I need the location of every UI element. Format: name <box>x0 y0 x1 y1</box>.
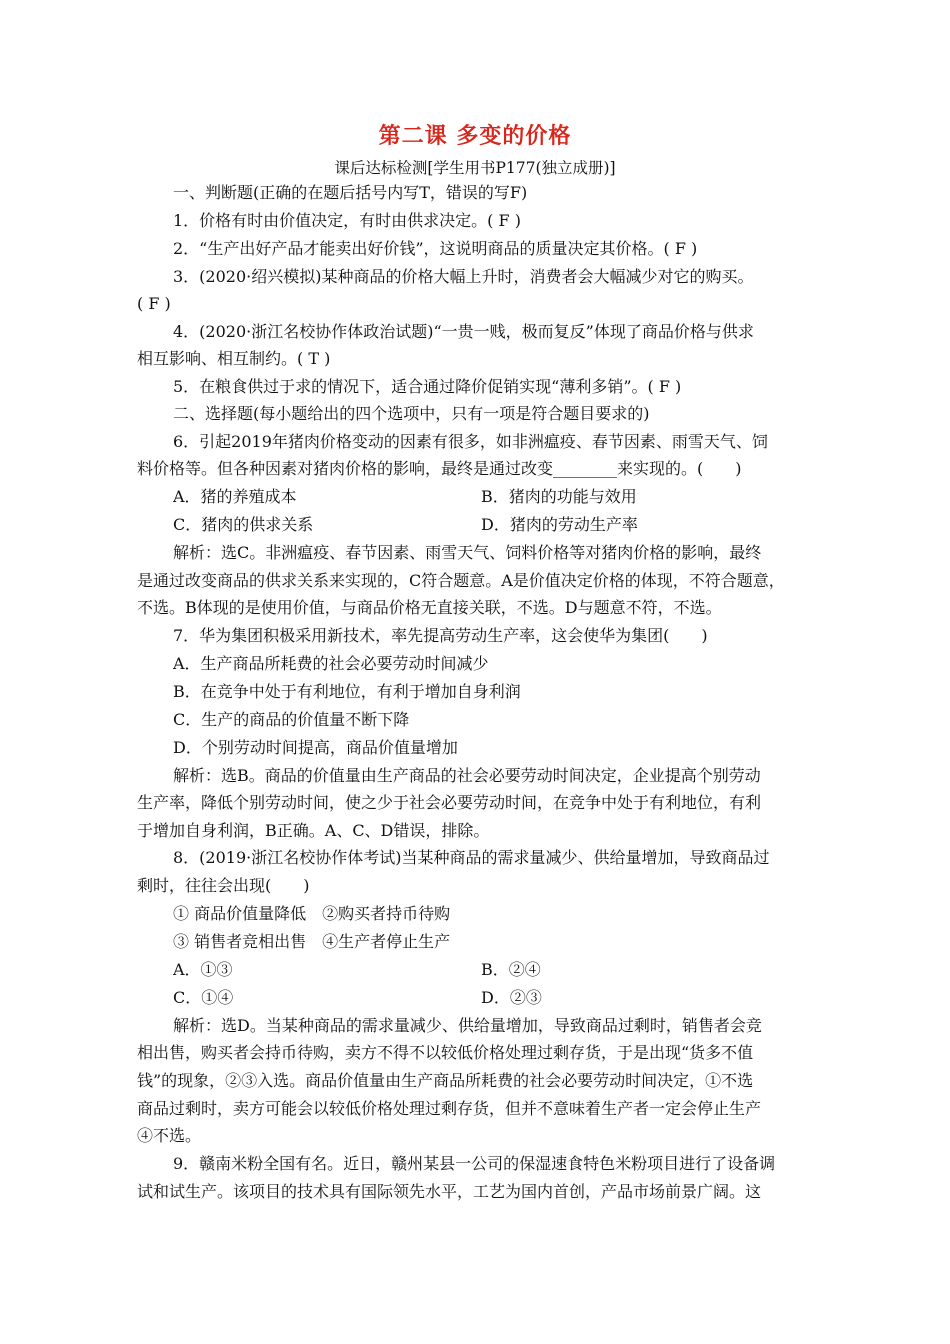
question-line: 9．赣南米粉全国有名。近日，赣州某县一公司的保湿速食特色米粉项目进行了设备调 <box>173 1154 776 1173</box>
analysis-line: 解析：选C。非洲瘟疫、春节因素、雨雪天气、饲料价格等对猪肉价格的影响，最终 <box>173 543 762 562</box>
analysis-line: 解析：选B。商品的价值量由生产商品的社会必要劳动时间决定，企业提高个别劳动 <box>173 766 761 785</box>
analysis-line: 不选。B体现的是使用价值，与商品价格无直接关联，不选。D与题意不符，不选。 <box>137 598 722 617</box>
option-c: C．猪肉的供求关系 <box>173 515 314 534</box>
question-line: ( F ) <box>137 294 171 313</box>
analysis-line: 是通过改变商品的供求关系来实现的，C符合题意。A是价值决定价格的体现，不符合题意， <box>137 571 785 590</box>
question-line: 6．引起2019年猪肉价格变动的因素有很多，如非洲瘟疫、春节因素、雨雪天气、饲 <box>173 432 768 451</box>
question-line: 相互影响、相互制约。( T ) <box>137 349 331 368</box>
option-d: D．②③ <box>481 988 542 1007</box>
option-a: A．①③ <box>173 960 233 979</box>
question-line: 1．价格有时由价值决定，有时由供求决定。( F ) <box>173 211 521 230</box>
page-title: 第二课 多变的价格 <box>378 124 572 149</box>
option-a: A．猪的养殖成本 <box>173 487 297 506</box>
option-b: B．猪肉的功能与效用 <box>481 487 637 506</box>
question-line: 8．(2019·浙江名校协作体考试)当某种商品的需求量减少、供给量增加，导致商品过 <box>173 848 770 867</box>
analysis-line: 于增加自身利润，B正确。A、C、D错误，排除。 <box>137 821 490 840</box>
analysis-line: ④不选。 <box>137 1126 202 1145</box>
analysis-line: 相出售，购买者会持币待购，卖方不得不以较低价格处理过剩存货，于是出现“货多不值 <box>137 1043 754 1062</box>
question-line: 7．华为集团积极采用新技术，率先提高劳动生产率，这会使华为集团( ) <box>173 626 708 645</box>
analysis-line: 商品过剩时，卖方可能会以较低价格处理过剩存货，但并不意味着生产者一定会停止生产 <box>137 1099 762 1118</box>
question-line: 试和试生产。该项目的技术具有国际领先水平，工艺为国内首创，产品市场前景广阔。这 <box>137 1182 762 1201</box>
question-line: 4．(2020·浙江名校协作体政治试题)“一贵一贱，极而复反”体现了商品价格与供求 <box>173 322 754 341</box>
section-heading: 二、选择题(每小题给出的四个选项中，只有一项是符合题目要求的) <box>173 404 650 423</box>
option-c: C．生产的商品的价值量不断下降 <box>173 710 410 729</box>
question-line: 2．“生产出好产品才能卖出好价钱”，这说明商品的质量决定其价格。( F ) <box>173 239 698 258</box>
analysis-line: 钱”的现象，②③入选。商品价值量由生产商品所耗费的社会必要劳动时间决定，①不选 <box>137 1071 754 1090</box>
question-line: 料价格等。但各种因素对猪肉价格的影响，最终是通过改变________来实现的。( ) <box>137 459 742 478</box>
analysis-line: 生产率，降低个别劳动时间，使之少于社会必要劳动时间，在竞争中处于有利地位，有利 <box>137 793 762 812</box>
question-line: 剩时，往往会出现( ) <box>137 876 310 895</box>
question-line: 5．在粮食供过于求的情况下，适合通过降价促销实现“薄利多销”。( F ) <box>173 377 682 396</box>
analysis-line: 解析：选D。当某种商品的需求量减少、供给量增加，导致商品过剩时，销售者会竞 <box>173 1016 762 1035</box>
section-heading: 一、判断题(正确的在题后括号内写T，错误的写F) <box>173 183 528 202</box>
option-a: A．生产商品所耗费的社会必要劳动时间减少 <box>173 654 489 673</box>
statement-line: ③ 销售者竞相出售 ④生产者停止生产 <box>173 932 451 951</box>
option-b: B．在竞争中处于有利地位，有利于增加自身利润 <box>173 682 521 701</box>
option-b: B．②④ <box>481 960 541 979</box>
option-c: C．①④ <box>173 988 234 1007</box>
question-line: 3．(2020·绍兴模拟)某种商品的价格大幅上升时，消费者会大幅减少对它的购买。 <box>173 267 754 286</box>
option-d: D．猪肉的劳动生产率 <box>481 515 638 534</box>
option-d: D．个别劳动时间提高，商品价值量增加 <box>173 738 458 757</box>
statement-line: ① 商品价值量降低 ②购买者持币待购 <box>173 904 451 923</box>
page-subtitle: 课后达标检测[学生用书P177(独立成册)] <box>334 159 616 177</box>
